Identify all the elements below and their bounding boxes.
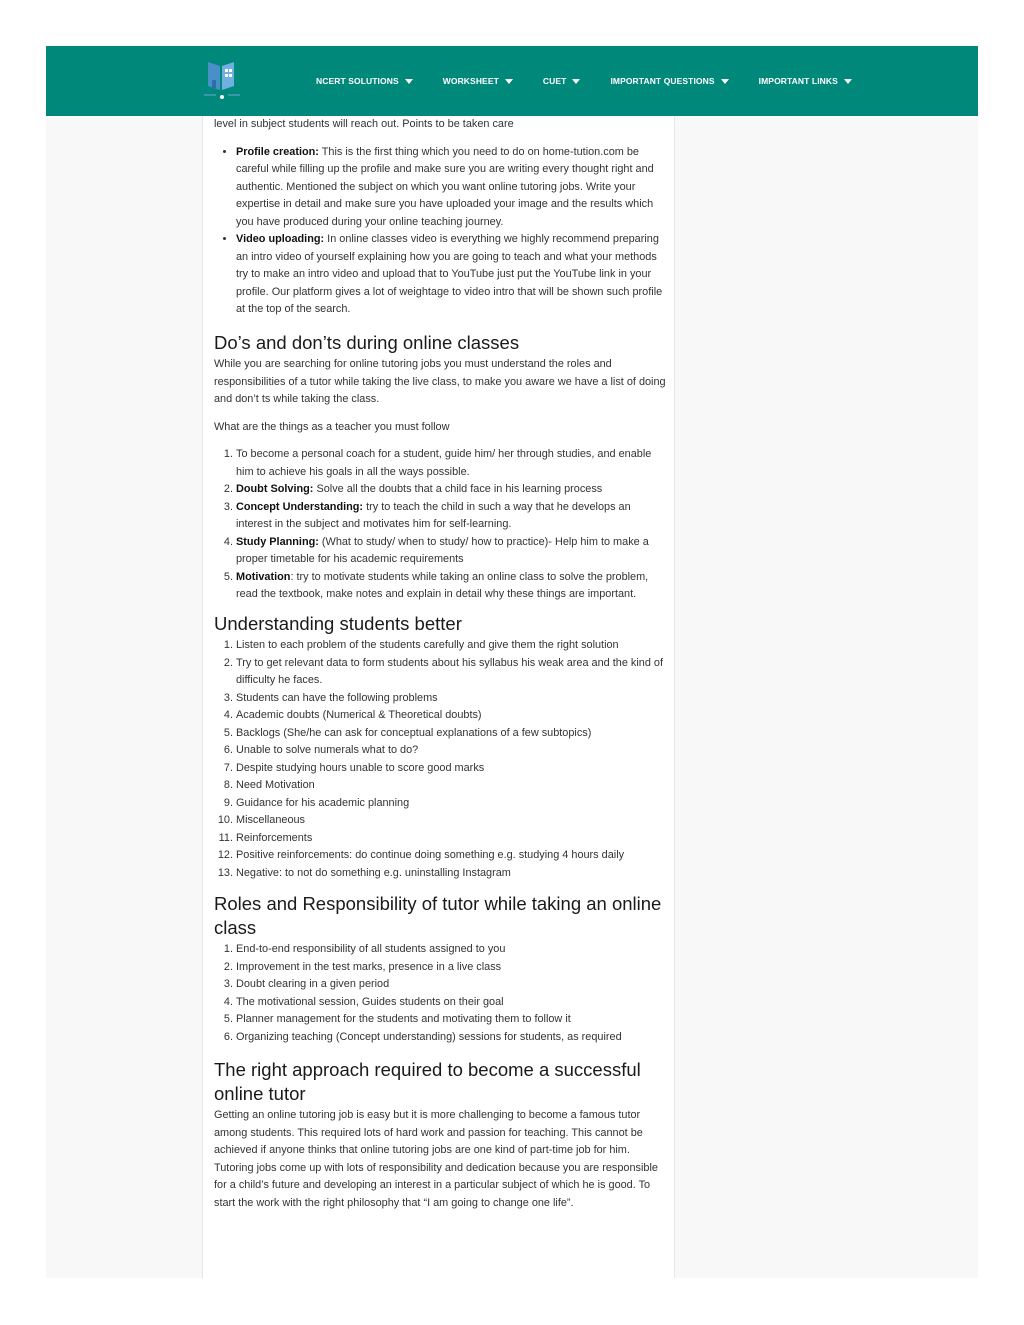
section-heading-approach: The right approach required to become a successful online tutor — [214, 1059, 641, 1104]
item-bold-label: Concept Understanding: — [236, 500, 364, 513]
points-list — [214, 144, 666, 319]
caret-down-icon — [572, 79, 580, 84]
item-bold-label: Video uploading: — [236, 233, 325, 245]
nav-label: WORKSHEET — [442, 76, 499, 86]
nav-label: IMPORTANT QUESTIONS — [610, 76, 715, 86]
list-item — [236, 446, 666, 481]
list-item: 7. Despite studying hours unable to score good marks — [236, 760, 666, 778]
understanding-list — [214, 637, 666, 882]
list-item: 5. Backlogs (She/he can ask for conceptual explanations of a few subtopics) — [236, 725, 666, 743]
list-item: 2. Try to get relevant data to form students about his syllabus his weak area and the kind of difficulty he faces. — [236, 655, 666, 690]
list-item — [236, 534, 666, 569]
list-item: 3. Students can have the following problems — [236, 690, 666, 708]
list-item: 10. Miscellaneous — [236, 812, 666, 830]
item-bold-label: Doubt Solving: — [236, 483, 314, 495]
item-text: try to teach the child in such a way that he develops an interest in the subject and motivates him for self-learning. — [236, 500, 631, 530]
caret-down-icon — [721, 79, 729, 84]
nav-ncert-solutions[interactable] — [316, 76, 413, 86]
list-item: 4. The motivational session, Guides students on their goal — [236, 994, 666, 1012]
dos-list — [214, 446, 666, 604]
approach-paragraph: Getting an online tutoring job is easy but it is more challenging to become a famous tutor among students. This required lots of hard work and passion for teaching. This cannot be achieved if anyone thinks that online tutoring jobs are one kind of part-time job for him. Tutoring jobs come up with lots of responsibility and dedication because you are responsible for a child’s future and developing an interest in a particular subject of which he is good. To start the work with the right philosophy that “I am going to change one life”. — [214, 1109, 658, 1209]
item-text: (What to study/ when to study/ how to practice)- Help him to make a proper timetable for his academic requirements — [236, 535, 649, 565]
article-column — [202, 116, 675, 1278]
list-item — [236, 144, 666, 232]
list-item: 8. Need Motivation — [236, 777, 666, 795]
nav-label: IMPORTANT LINKS — [758, 76, 838, 86]
caret-down-icon — [505, 79, 513, 84]
item-bold-label: Motivation — [236, 570, 291, 583]
caret-down-icon — [405, 79, 413, 84]
nav-label: CUET — [542, 76, 567, 86]
article-body — [214, 116, 666, 1212]
list-item — [236, 569, 666, 604]
list-item — [236, 481, 666, 499]
list-item: 12. Positive reinforcements: do continue doing something e.g. studying 4 hours daily — [236, 847, 666, 865]
site-header — [46, 46, 978, 116]
item-text: This is the first thing which you need to do on home-tution.com be careful while filling up the profile and make sure you are writing every thought right and authentic. Mentioned the subject on which you want online tutoring jobs. Write your expertise in detail and make sure you have uploaded your image and the results which you have produced during your online teaching journey. — [236, 145, 654, 228]
nav-worksheet[interactable] — [443, 76, 513, 86]
list-item: 6. Unable to solve numerals what to do? — [236, 742, 666, 760]
list-item — [236, 231, 666, 319]
list-item: 6. Organizing teaching (Concept understanding) sessions for students, as required — [236, 1029, 666, 1047]
item-text: Solve all the doubts that a child face in his learning process — [313, 483, 603, 495]
list-item: 5. Planner management for the students and motivating them to follow it — [236, 1011, 666, 1029]
item-text: : try to motivate students while taking an online class to solve the problem, read the textbook, make notes and explain in detail why these things are important. — [236, 570, 649, 600]
list-item: 13. Negative: to not do something e.g. uninstalling Instagram — [236, 865, 666, 883]
list-item: 9. Guidance for his academic planning — [236, 795, 666, 813]
roles-list — [214, 941, 666, 1046]
section-heading-roles: Roles and Responsibility of tutor while taking an online class — [214, 893, 662, 938]
item-bold-label: Profile creation: — [236, 145, 319, 158]
list-item: 1. Listen to each problem of the students carefully and give them the right solution — [236, 637, 666, 655]
item-text: To become a personal coach for a student, guide him/ her through studies, and enable him to achieve his goals in all the ways possible. — [236, 448, 652, 478]
intro-text: level in subject students will reach out. Points to be taken care — [214, 118, 514, 130]
nav-cuet[interactable] — [543, 76, 581, 86]
item-text: In online classes video is everything we highly recommend preparing an intro video of yourself explaining how you are going to teach and what your methods try to make an intro video and upload that to YouTube just put the YouTube link in your profile. Our platform gives a lot of weightage to video intro that will be shown such profile at the top of the search. — [236, 233, 663, 315]
list-item: 4. Academic doubts (Numerical & Theoretical doubts) — [236, 707, 666, 725]
nav-important-questions[interactable] — [610, 76, 728, 86]
item-bold-label: Study Planning: — [236, 535, 319, 548]
list-item: 2. Improvement in the test marks, presence in a live class — [236, 959, 666, 977]
caret-down-icon — [844, 79, 852, 84]
site-logo[interactable] — [202, 56, 242, 102]
list-item: 3. Doubt clearing in a given period — [236, 976, 666, 994]
dos-lead: What are the things as a teacher you must follow — [214, 420, 450, 433]
main-nav — [316, 46, 882, 116]
nav-important-links[interactable] — [759, 76, 852, 86]
nav-label: NCERT SOLUTIONS — [316, 76, 399, 86]
list-item — [236, 499, 666, 534]
dos-paragraph: While you are searching for online tutoring jobs you must understand the roles and responsibilities of a tutor while taking the live class, to make you aware we have a list of doing and don’t ts while taking the class. — [214, 358, 666, 405]
list-item: 1. End-to-end responsibility of all students assigned to you — [236, 941, 666, 959]
section-heading-dos: Do’s and don’ts during online classes — [214, 331, 520, 353]
section-heading-understanding: Understanding students better — [214, 612, 462, 634]
book-logo-icon — [202, 56, 242, 102]
list-item: 11. Reinforcements — [236, 830, 666, 848]
